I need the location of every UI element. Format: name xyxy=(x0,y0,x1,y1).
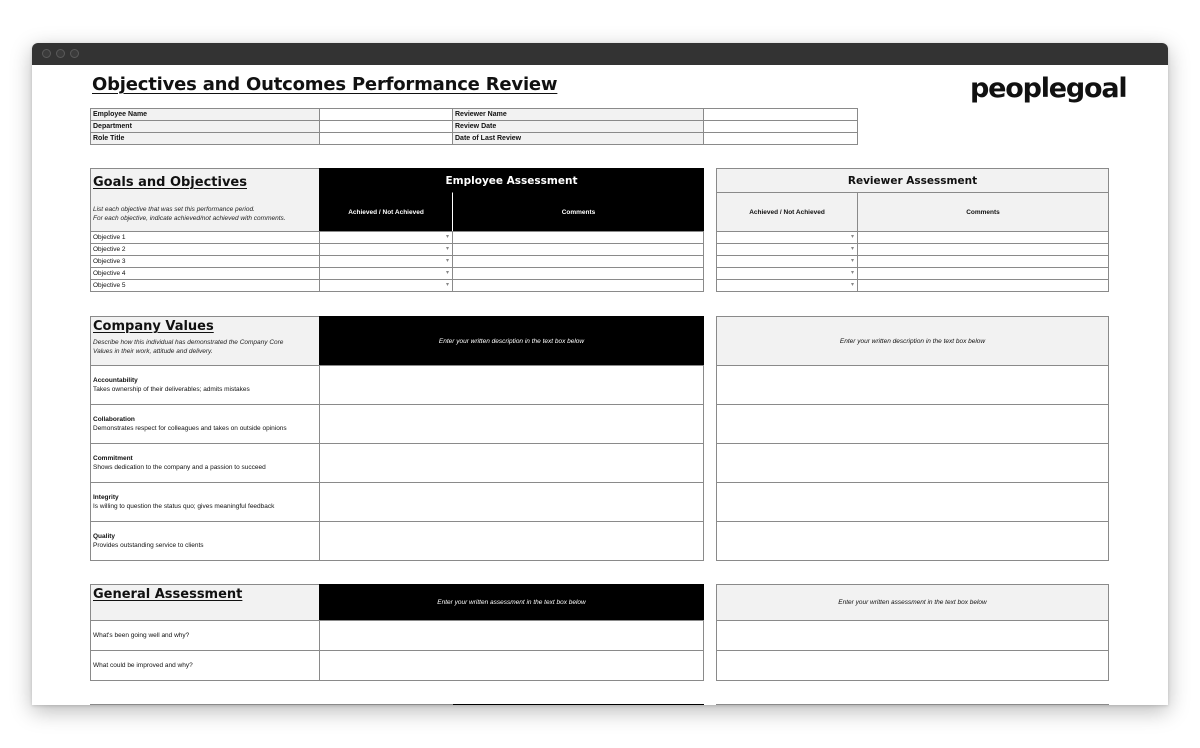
employee-comments-field[interactable] xyxy=(452,279,704,292)
next-section-cell xyxy=(90,704,320,705)
objective-label: Objective 2 xyxy=(90,243,320,256)
value-label-cell xyxy=(90,443,320,483)
value-description: Is willing to question the status quo; gives meaningful feedback xyxy=(93,503,275,510)
value-name: Collaboration xyxy=(93,416,135,423)
value-label xyxy=(93,376,250,394)
employee-value-textbox[interactable] xyxy=(319,482,704,522)
caret-down-icon: ▾ xyxy=(445,282,449,288)
values-description-2: Values in their work, attitude and delivery. xyxy=(93,348,213,355)
reviewer-value-textbox[interactable] xyxy=(716,521,1109,561)
value-description: Provides outstanding service to clients xyxy=(93,542,204,549)
reviewer-values-instruction: Enter your written description in the text box below xyxy=(716,316,1109,366)
info-label: Department xyxy=(90,120,320,133)
reviewer-value-textbox[interactable] xyxy=(716,482,1109,522)
peoplegoal-logo: peoplegoal xyxy=(970,73,1127,104)
reviewer-comments-header: Comments xyxy=(857,192,1109,232)
reviewer-general-textbox[interactable] xyxy=(716,650,1109,681)
caret-down-icon: ▾ xyxy=(445,234,449,240)
goals-description-2: For each objective, indicate achieved/not achieved with comments. xyxy=(93,215,286,222)
reviewer-achieved-header: Achieved / Not Achieved xyxy=(716,192,858,232)
info-label: Employee Name xyxy=(90,108,320,121)
caret-down-icon: ▾ xyxy=(850,246,854,252)
reviewer-general-instruction: Enter your written assessment in the text box below xyxy=(716,584,1109,621)
reviewer-value-textbox[interactable] xyxy=(716,404,1109,444)
reviewer-value-textbox[interactable] xyxy=(716,443,1109,483)
reviewer-general-textbox[interactable] xyxy=(716,620,1109,651)
value-description: Demonstrates respect for colleagues and takes on outside opinions xyxy=(93,425,287,432)
general-title: General Assessment xyxy=(93,587,243,602)
employee-value-textbox[interactable] xyxy=(319,443,704,483)
caret-down-icon: ▾ xyxy=(445,270,449,276)
goals-description-1: List each objective that was set this performance period. xyxy=(93,206,255,213)
employee-assessment-header: Employee Assessment xyxy=(319,168,704,193)
info-label: Role Title xyxy=(90,132,320,145)
caret-down-icon: ▾ xyxy=(850,270,854,276)
values-description-1: Describe how this individual has demonstrated the Company Core xyxy=(93,339,284,346)
general-question: What's been going well and why? xyxy=(90,620,320,651)
browser-window xyxy=(32,43,1168,705)
caret-down-icon: ▾ xyxy=(445,258,449,264)
value-label-cell xyxy=(90,521,320,561)
employee-general-instruction: Enter your written assessment in the text box below xyxy=(319,584,704,621)
next-section-cell xyxy=(857,704,1109,705)
values-header-cell xyxy=(90,316,320,366)
caret-down-icon: ▾ xyxy=(850,282,854,288)
value-label xyxy=(93,493,274,511)
maximize-circle-icon[interactable] xyxy=(70,49,79,58)
value-name: Quality xyxy=(93,533,116,540)
value-label-cell xyxy=(90,482,320,522)
employee-general-textbox[interactable] xyxy=(319,650,704,681)
objective-label: Objective 5 xyxy=(90,279,320,292)
next-section-cell xyxy=(319,704,453,705)
value-name: Accountability xyxy=(93,377,138,384)
employee-values-instruction: Enter your written description in the text box below xyxy=(319,316,704,366)
reviewer-achieved-dropdown[interactable] xyxy=(716,279,858,292)
objective-label: Objective 4 xyxy=(90,267,320,280)
reviewer-comments-field[interactable] xyxy=(857,279,1109,292)
reviewer-assessment-header: Reviewer Assessment xyxy=(716,168,1109,193)
info-label: Reviewer Name xyxy=(452,108,704,121)
general-question: What could be improved and why? xyxy=(90,650,320,681)
objective-label: Objective 3 xyxy=(90,255,320,268)
employee-value-textbox[interactable] xyxy=(319,521,704,561)
values-title: Company Values xyxy=(93,319,214,334)
page-title: Objectives and Outcomes Performance Review xyxy=(92,74,558,95)
value-label-cell xyxy=(90,365,320,405)
reviewer-value-textbox[interactable] xyxy=(716,365,1109,405)
value-label xyxy=(93,415,287,433)
info-value-field[interactable] xyxy=(703,132,858,145)
caret-down-icon: ▾ xyxy=(850,234,854,240)
next-section-cell xyxy=(453,704,704,705)
employee-comments-header: Comments xyxy=(453,192,704,232)
goals-title: Goals and Objectives xyxy=(93,175,247,190)
next-section-cell xyxy=(716,704,858,705)
caret-down-icon: ▾ xyxy=(850,258,854,264)
value-description: Shows dedication to the company and a passion to succeed xyxy=(93,464,266,471)
employee-value-textbox[interactable] xyxy=(319,404,704,444)
info-value-field[interactable] xyxy=(319,132,453,145)
minimize-circle-icon[interactable] xyxy=(56,49,65,58)
value-label-cell xyxy=(90,404,320,444)
employee-general-textbox[interactable] xyxy=(319,620,704,651)
general-header-cell xyxy=(90,584,320,621)
employee-achieved-header: Achieved / Not Achieved xyxy=(319,192,453,232)
employee-value-textbox[interactable] xyxy=(319,365,704,405)
window-titlebar xyxy=(32,43,1168,65)
info-label: Date of Last Review xyxy=(452,132,704,145)
employee-achieved-dropdown[interactable] xyxy=(319,279,453,292)
value-label xyxy=(93,454,266,472)
value-name: Commitment xyxy=(93,455,133,462)
close-circle-icon[interactable] xyxy=(42,49,51,58)
value-name: Integrity xyxy=(93,494,119,501)
value-description: Takes ownership of their deliverables; admits mistakes xyxy=(93,386,250,393)
goals-header-cell xyxy=(90,168,320,232)
info-label: Review Date xyxy=(452,120,704,133)
objective-label: Objective 1 xyxy=(90,231,320,244)
caret-down-icon: ▾ xyxy=(445,246,449,252)
value-label xyxy=(93,532,204,550)
